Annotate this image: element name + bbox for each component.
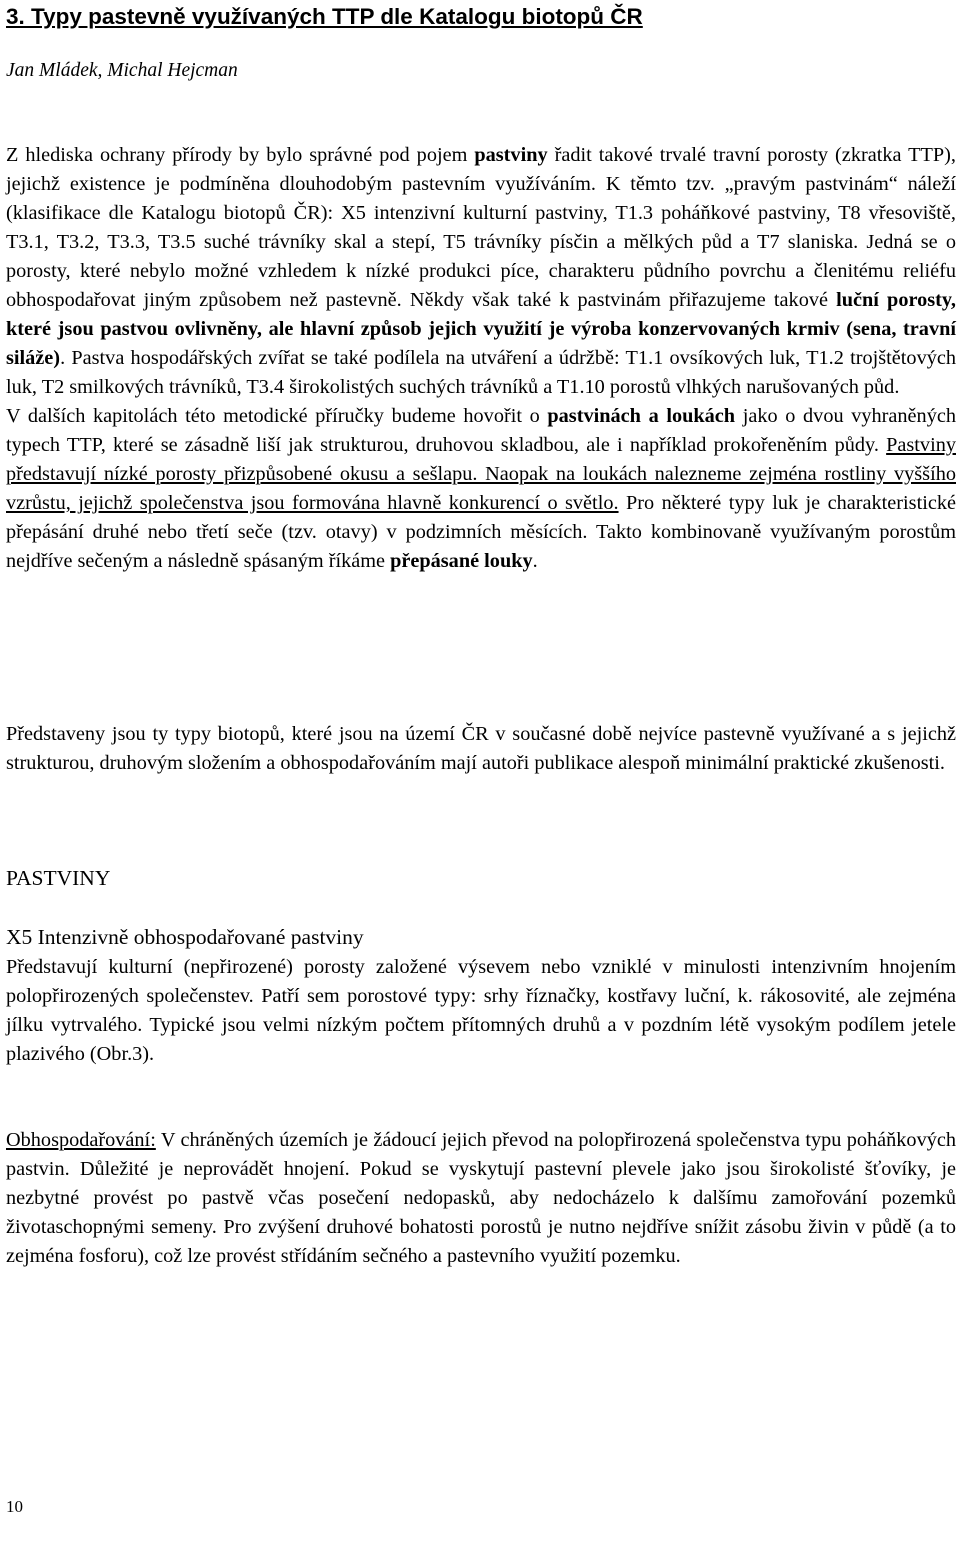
- intro-underlined-text: Pastviny představují nízké porosty přizpůsobené okusu a sešlapu. Naopak na loukách nalezneme zejména rostliny vyššího vzrůstu, jejichž společenstva jsou formována hlavně konkurencí o světlo.: [6, 434, 956, 514]
- intro-bold-text: přepásané louky: [390, 550, 533, 572]
- intro-text: .: [532, 550, 538, 572]
- intro-bold-text: luční porosty, které jsou pastvou ovlivněny, ale hlavní způsob jejich využití je výroba konzervovaných krmiv (sena, travní siláže): [6, 289, 956, 369]
- paragraph-x5-description: Představují kulturní (nepřirozené) porosty založené výsevem nebo vzniklé v minulosti intenzivním hnojením polopřirozených společenstev. Patří sem porostové typy: srhy říznačky, kostřavy luční, k. rákosovité, ale zejména jílku vytrvalého. Typické jsou velmi nízkým počtem přítomných druhů a v pozdním létě vysokým podílem jetele plazivého (Obr.3).: [6, 956, 956, 1065]
- page-number: 10: [6, 1497, 23, 1516]
- management-text: V chráněných územích je žádoucí jejich převod na polopřirozená společenstva typu poháňkových pastvin. Důležité je neprovádět hnojení. Pokud se vyskytují pastevní plevele jako jsou širokolisté šťovíky, je nezbytné provést po pastvě včas posečení nedopasků, aby nedocházelo k dalšímu zamořování pozemků životaschopnými semeny. Pro zvýšení druhové bohatosti porostů je nutno nejdříve snížit zásobu živin v půdě (a to zejména fosforu), což lze provést střídáním sečného a pastevního využití pozemku.: [6, 1129, 956, 1267]
- intro-text: Z hlediska ochrany přírody by bylo správné pod pojem: [6, 144, 475, 166]
- intro-bold-text: pastviny: [474, 144, 548, 166]
- chapter-title: 3. Typy pastevně využívaných TTP dle Katalogu biotopů ČR: [6, 4, 643, 29]
- management-label: Obhospodařování:: [6, 1129, 156, 1151]
- authors: Jan Mládek, Michal Hejcman: [6, 60, 238, 81]
- intro-text: jako o dvou vyhraněných typech TTP, které se zásadně liší jak strukturou, druhovou skladbou, ale i například prokořeněním půdy.: [6, 405, 956, 456]
- paragraph-management: [6, 1126, 956, 1271]
- intro-text: V dalších kapitolách této metodické příručky budeme hovořit o: [6, 405, 548, 427]
- intro-bold-text: pastvinách a loukách: [547, 405, 736, 427]
- section-heading-pastviny: PASTVINY: [6, 866, 111, 890]
- subsection-heading-x5: X5 Intenzivně obhospodařované pastviny: [6, 925, 364, 949]
- intro-paragraphs: [6, 141, 956, 576]
- paragraph-biotope-types: Představeny jsou ty typy biotopů, které jsou na území ČR v současné době nejvíce pastevně využívané a s jejichž strukturou, druhovým složením a obhospodařováním mají autoři publikace alespoň minimální praktické zkušenosti.: [6, 723, 956, 774]
- intro-text: řadit takové trvalé travní porosty (zkratka TTP), jejichž existence je podmíněna dlouhodobým pastevním využíváním. K těmto tzv. „pravým pastvinám“ náleží (klasifikace dle Katalogu biotopů ČR): X5 intenzivní kulturní pastviny, T1.3 poháňkové pastviny, T8 vřesoviště, T3.1, T3.2, T3.3, T3.5 suché trávníky skal a stepí, T5 trávníky písčin a mělkých půd a T7 slaniska. Jedná se o porosty, které nebylo možné vzhledem k nízké produkci píce, charakteru půdního povrchu a členitému reliéfu obhospodařovat jiným způsobem než pastevně. Někdy však také k pastvinám přiřazujeme takové: [6, 144, 956, 311]
- intro-text: . Pastva hospodářských zvířat se také podílela na utváření a údržbě: T1.1 ovsíkových luk, T1.2 trojštětových luk, T2 smilkových trávníků, T3.4 širokolistých suchých trávníků a T1.10 porostů vlhkých narušovaných půd.: [6, 347, 956, 398]
- intro-text: Pro některé typy luk je charakteristické přepásání druhé nebo třetí seče (tzv. otavy) v podzimních měsících. Takto kombinovaně využívaným porostům nejdříve sečeným a následně spásaným říkáme: [6, 492, 956, 572]
